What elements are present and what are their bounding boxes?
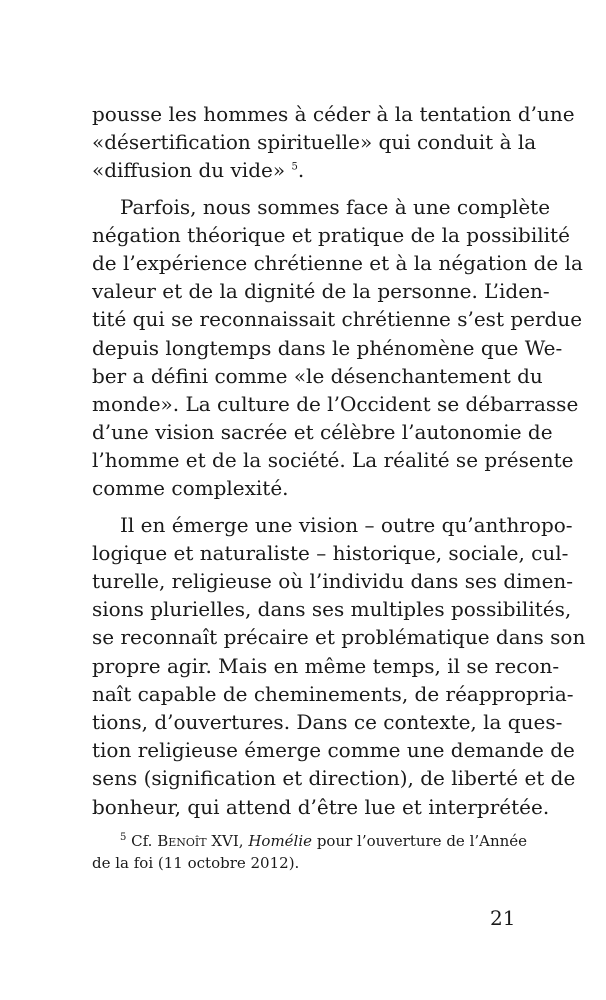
text-line: turelle, religieuse où l’individu dans ses dimen- bbox=[92, 569, 574, 593]
text-line: comme complexité. bbox=[92, 476, 289, 501]
footnote-marker: 5 bbox=[120, 832, 127, 843]
text-line: monde». La culture de l’Occident se débarrasse bbox=[92, 391, 579, 416]
footnote-5-line-2: de la foi (11 octobre 2012). bbox=[92, 854, 300, 872]
paragraph bbox=[92, 511, 586, 821]
text-line: tion religieuse émerge comme une demande de bbox=[92, 738, 575, 763]
page-number: 21 bbox=[490, 906, 516, 930]
text-line: de l’expérience chrétienne et à la négation de la bbox=[92, 250, 583, 275]
text-line: d’une vision sacrée et célèbre l’autonomie de bbox=[92, 420, 553, 445]
text-line bbox=[92, 156, 516, 184]
footnote-title: Homélie bbox=[248, 832, 313, 850]
text-line: Il en émerge une vision – outre qu’anthropo- bbox=[120, 512, 573, 537]
paragraph bbox=[92, 193, 583, 503]
line-text: «diffusion du vide» bbox=[92, 158, 286, 183]
text-line: sens (signification et direction), de liberté et de bbox=[92, 766, 576, 791]
text-line: «désertification spirituelle» qui conduit à la bbox=[92, 130, 537, 155]
text-line: ber a défini comme «le désenchantement du bbox=[92, 363, 543, 388]
text-line: depuis longtemps dans le phénomène que We- bbox=[92, 335, 563, 360]
body-text bbox=[92, 100, 586, 821]
text-line: sions plurielles, dans ses multiples possibilités, bbox=[92, 597, 572, 622]
line-text-after: . bbox=[297, 158, 305, 183]
text-line: négation théorique et pratique de la possibilité bbox=[92, 222, 570, 247]
paragraph bbox=[92, 100, 575, 185]
footnote-rest: pour l’ouverture de l’Année bbox=[316, 832, 528, 850]
text-line: naît capable de cheminements, de réappropria- bbox=[92, 681, 574, 706]
text-line: valeur et de la dignité de la personne. L’iden- bbox=[92, 279, 550, 304]
text-line: tité qui se reconnaissait chrétienne s’est perdue bbox=[92, 307, 583, 332]
text-line: l’homme et de la société. La réalité se présente bbox=[92, 448, 574, 473]
text-line: pousse les hommes à céder à la tentation d’une bbox=[92, 102, 575, 126]
footnotes bbox=[92, 830, 528, 874]
text-line: logique et naturaliste – historique, sociale, cul- bbox=[92, 540, 569, 565]
text-line: tions, d’ouvertures. Dans ce contexte, la ques- bbox=[92, 709, 563, 734]
text-line: Parfois, nous sommes face à une complète bbox=[120, 194, 551, 219]
footnote-author: Benoît XVI bbox=[157, 832, 239, 850]
text-line: propre agir. Mais en même temps, il se recon- bbox=[92, 653, 560, 678]
footnote-5: $^5$ Cf. Benoît XVI, Homélie pour l’ouverture de l’Année bbox=[120, 832, 528, 850]
footnote-reference[interactable]: 5 bbox=[291, 161, 298, 173]
text-line: bonheur, qui attend d’être lue et interprétée. bbox=[92, 794, 550, 819]
footnote-prefix: Cf. bbox=[131, 832, 153, 850]
text-line: se reconnaît précaire et problématique dans son bbox=[92, 625, 586, 650]
